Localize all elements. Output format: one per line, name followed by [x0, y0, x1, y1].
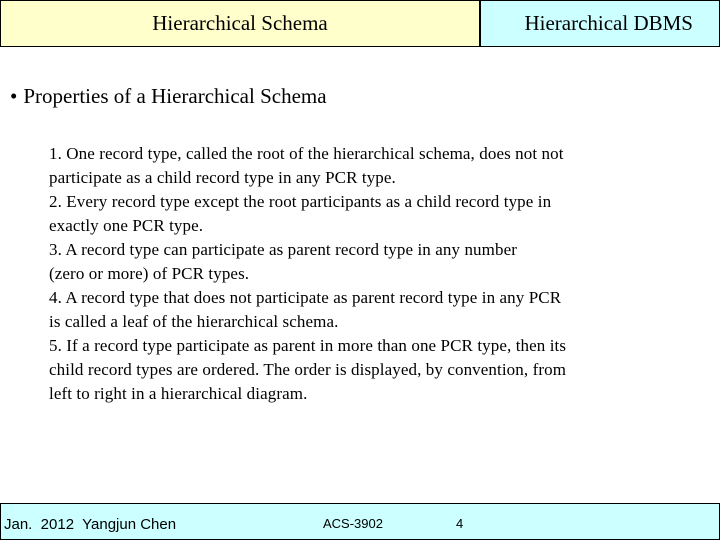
footer-course-code: ACS-3902 — [323, 516, 383, 531]
body-line: 2. Every record type except the root participants as a child record type in — [49, 192, 552, 211]
body-line: exactly one PCR type. — [49, 216, 204, 235]
section-title-text: Hierarchical Schema — [152, 11, 328, 35]
body-line: (zero or more) of PCR types. — [49, 264, 250, 283]
page-number: 4 — [456, 516, 464, 531]
topic-title-text: Hierarchical DBMS — [524, 11, 693, 35]
header-topic-title — [480, 0, 720, 47]
bullet-icon: • — [10, 84, 18, 108]
body-line: 1. One record type, called the root of the hierarchical schema, does not not — [49, 144, 564, 163]
heading-text: Properties of a Hierarchical Schema — [23, 84, 327, 108]
body-line: 5. If a record type participate as parent in more than one PCR type, then its — [49, 336, 567, 355]
properties-list — [49, 142, 669, 406]
footer-author-date: Jan. 2012 Yangjun Chen — [4, 516, 177, 533]
body-line: participate as a child record type in any PCR type. — [49, 168, 396, 187]
header-section-title — [0, 0, 480, 47]
body-line: 3. A record type can participate as parent record type in any number — [49, 240, 517, 259]
body-line: is called a leaf of the hierarchical schema. — [49, 312, 339, 331]
footer-bar — [0, 503, 720, 540]
body-line: left to right in a hierarchical diagram. — [49, 384, 308, 403]
body-line: 4. A record type that does not participate as parent record type in any PCR — [49, 288, 562, 307]
bullet-heading — [10, 84, 327, 109]
body-line: child record types are ordered. The order is displayed, by convention, from — [49, 360, 567, 379]
